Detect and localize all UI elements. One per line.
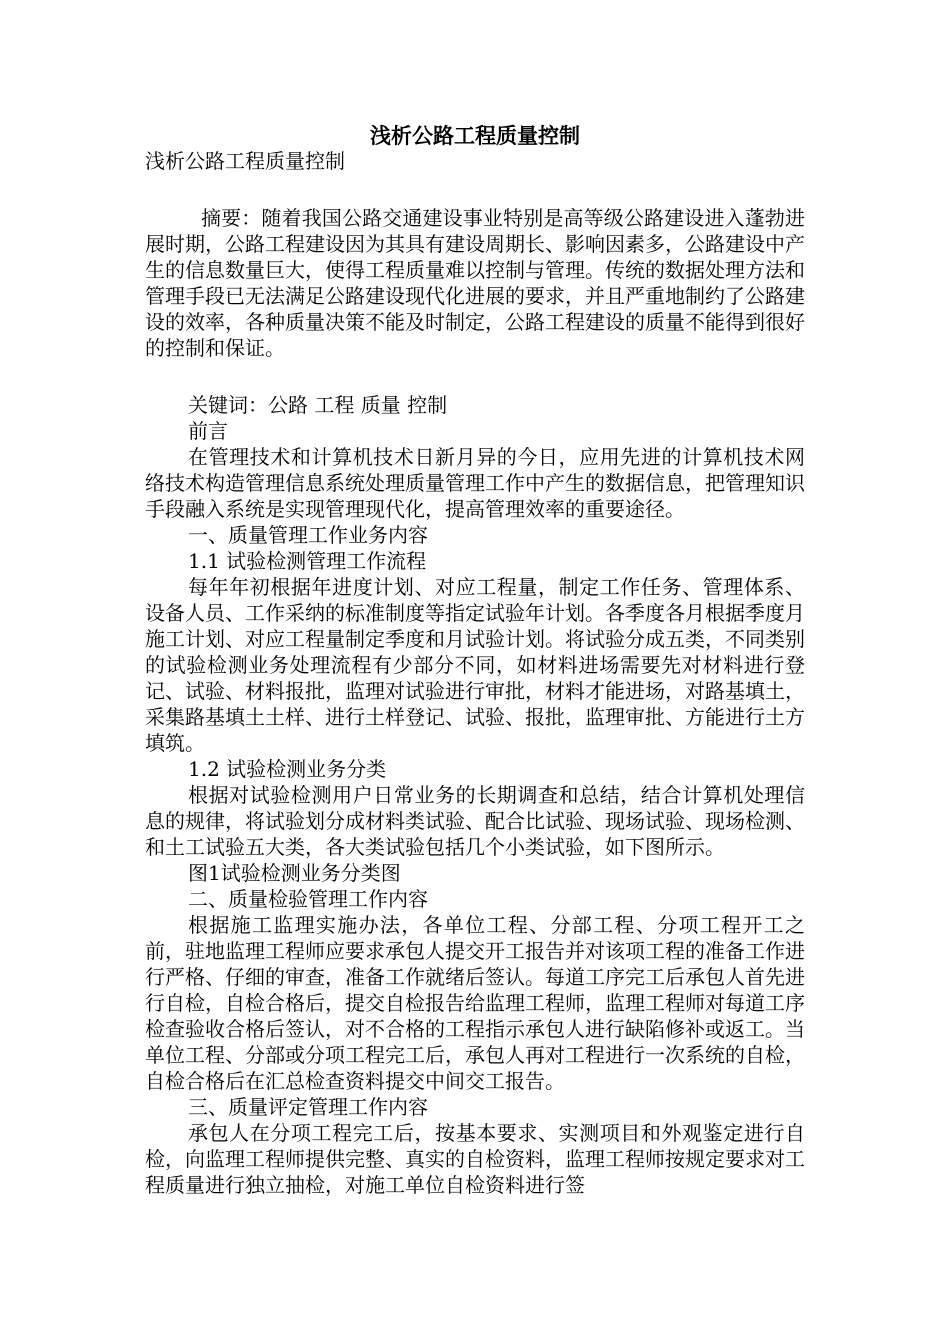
preface-paragraph: 在管理技术和计算机技术日新月异的今日，应用先进的计算机技术网络技术构造管理信息系统处理质量管理工作中产生的数据信息，把管理知识手段融入系统是实现管理现代化，提高管理效率的重要途径。: [145, 445, 805, 521]
document-title: 浅析公路工程质量控制: [370, 124, 580, 148]
section-1-2-paragraph: 根据对试验检测用户日常业务的长期调查和总结，结合计算机处理信息的规律，将试验划分成材料类试验、配合比试验、现场试验、现场检测、和土工试验五大类，各大类试验包括几个小类试验，如下图所示。: [145, 783, 805, 859]
section-3-heading: 三、质量评定管理工作内容: [188, 1095, 428, 1119]
section-3-paragraph: 承包人在分项工程完工后，按基本要求、实测项目和外观鉴定进行自检，向监理工程师提供完整、真实的自检资料，监理工程师按规定要求对工程质量进行独立抽检，对施工单位自检资料进行签: [145, 1121, 805, 1197]
figure-1-caption: 图1试验检测业务分类图: [188, 861, 401, 885]
keywords-line: 关键词：公路 工程 质量 控制: [188, 393, 448, 417]
preface-heading: 前言: [188, 419, 228, 443]
section-1-1-paragraph: 每年年初根据年进度计划、对应工程量，制定工作任务、管理体系、设备人员、工作采纳的标准制度等指定试验年计划。各季度各月根据季度月施工计划、对应工程量制定季度和月试验计划。将试验分成五类，不同类别的试验检测业务处理流程有少部分不同，如材料进场需要先对材料进行登记、试验、材料报批，监理对试验进行审批，材料才能进场，对路基填土，采集路基填土土样、进行土样登记、试验、报批，监理审批、方能进行土方填筑。: [145, 575, 805, 755]
section-2-heading: 二、质量检验管理工作内容: [188, 887, 428, 911]
section-1-heading: 一、质量管理工作业务内容: [188, 523, 428, 547]
section-1-2-heading: 1.2 试验检测业务分类: [188, 757, 387, 781]
section-1-1-heading: 1.1 试验检测管理工作流程: [188, 549, 427, 573]
document-body: [145, 148, 805, 1198]
document-subtitle: 浅析公路工程质量控制: [145, 149, 345, 173]
section-2-paragraph: 根据施工监理实施办法，各单位工程、分部工程、分项工程开工之前，驻地监理工程师应要求承包人提交开工报告并对该项工程的准备工作进行严格、仔细的审查，准备工作就绪后签认。每道工序完工后承包人首先进行自检，自检合格后，提交自检报告给监理工程师，监理工程师对每道工序检查验收合格后签认，对不合格的工程指示承包人进行缺陷修补或返工。当单位工程、分部或分项工程完工后，承包人再对工程进行一次系统的自检，自检合格后在汇总检查资料提交中间交工报告。: [145, 913, 805, 1093]
abstract-paragraph: 摘要：随着我国公路交通建设事业特别是高等级公路建设进入蓬勃进展时期，公路工程建设因为其具有建设周期长、影响因素多，公路建设中产生的信息数量巨大，使得工程质量难以控制与管理。传统的数据处理方法和管理手段已无法满足公路建设现代化进展的要求，并且严重地制约了公路建设的效率，各种质量决策不能及时制定，公路工程建设的质量不能得到很好的控制和保证。: [145, 206, 805, 360]
